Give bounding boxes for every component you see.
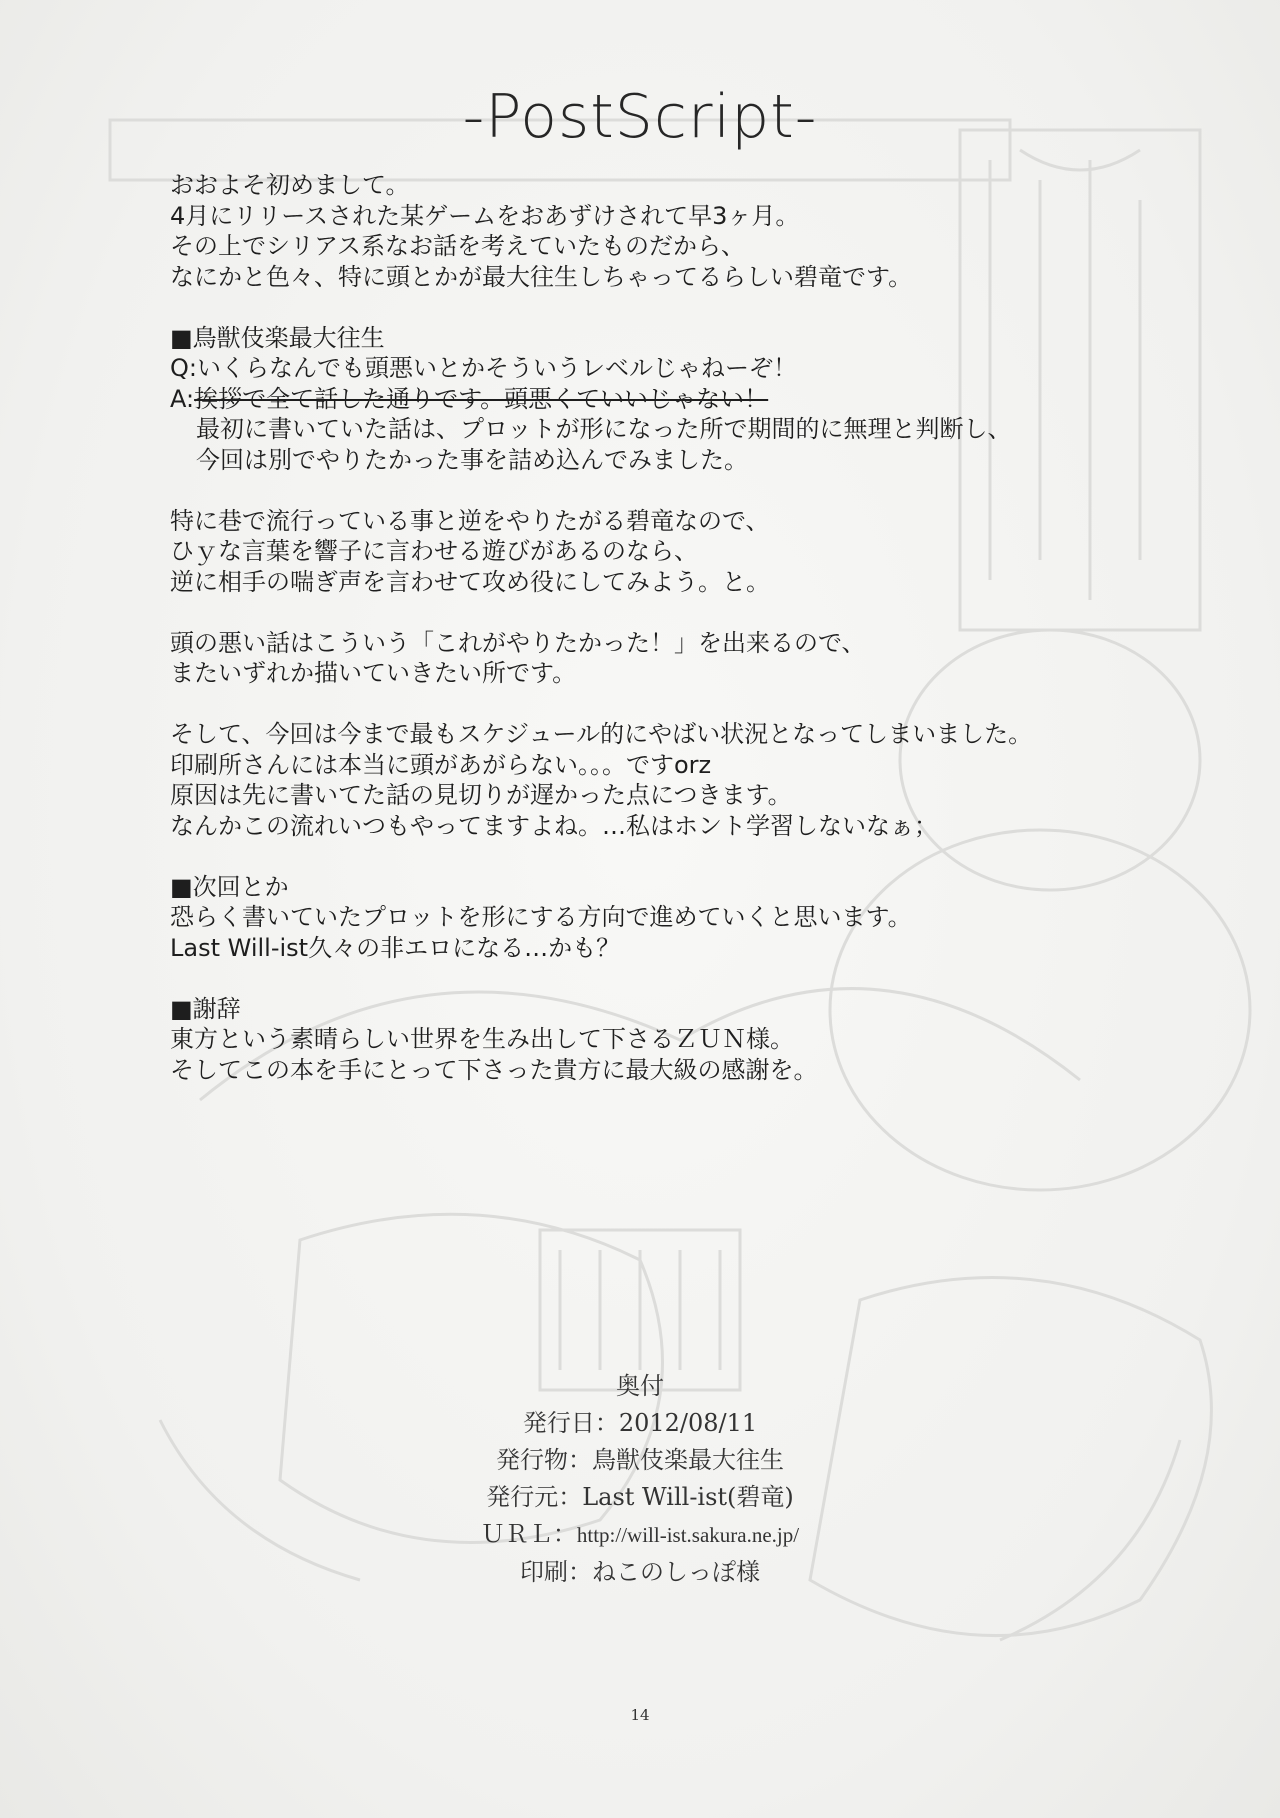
text-line: 逆に相手の喘ぎ声を言わせて攻め役にしてみよう。と。	[170, 567, 770, 596]
question-line: Q:いくらなんでも頭悪いとかそういうレベルじゃねーぞ！	[170, 354, 797, 382]
text-line: そして、今回は今まで最もスケジュール的にやばい状況となってしまいました。	[170, 720, 1033, 748]
page-title: -PostScript-	[462, 82, 818, 152]
text-line: またいずれか描いていきたい所です。	[170, 659, 577, 687]
title-label: 発行物：	[496, 1446, 592, 1474]
printer-label: 印刷：	[520, 1558, 592, 1586]
section-heading: ■謝辞	[170, 994, 241, 1023]
text-line: 頭の悪い話はこういう「これがやりたかった！」を出来るので、	[170, 628, 866, 657]
text-line: 東方という素晴らしい世界を生み出して下さるＺＵＮ様。	[170, 1025, 794, 1053]
colophon-printer	[0, 1554, 1280, 1591]
section-heading: ■次回とか	[170, 872, 289, 901]
colophon-title	[0, 1442, 1280, 1479]
page-number: 14	[630, 1706, 650, 1724]
text-line: Last Will-ist久々の非エロになる…かも？	[170, 933, 621, 962]
url-label: ＵＲＬ：	[480, 1520, 577, 1548]
text-line: ひｙな言葉を響子に言わせる遊びがあるのなら、	[170, 537, 698, 565]
colophon-date	[0, 1405, 1280, 1442]
answer-line	[170, 384, 1130, 415]
text-line: なにかと色々、特に頭とかが最大往生しちゃってるらしい碧竜です。	[170, 262, 913, 291]
text-line: その上でシリアス系なお話を考えていたものだから、	[170, 232, 746, 260]
text-line: そしてこの本を手にとって下さった貴方に最大級の感謝を。	[170, 1055, 818, 1084]
date-label: 発行日：	[522, 1409, 619, 1437]
text-line: 原因は先に書いてた話の見切りが遅かった点につきます。	[170, 781, 792, 809]
publisher-value: Last Will-ist(碧竜)	[582, 1483, 794, 1511]
date-value: 2012/08/11	[618, 1409, 758, 1437]
text-line: なんかこの流れいつもやってますよね。…私はホント学習しないなぁ；	[170, 811, 938, 840]
answer-prefix: A:	[170, 384, 195, 413]
url-value: http://will-ist.sakura.ne.jp/	[576, 1523, 800, 1547]
printer-value: ねこのしっぽ様	[592, 1558, 760, 1586]
colophon-heading: 奥付	[616, 1372, 664, 1400]
title-value: 鳥獣伎楽最大往生	[592, 1446, 784, 1474]
text-line: おおよそ初めまして。	[170, 171, 410, 199]
colophon-url	[0, 1516, 1280, 1554]
text-line: 最初に書いていた話は、プロットが形になった所で期間的に無理と判断し、	[196, 415, 1012, 443]
text-line: 恐らく書いていたプロットを形にする方向で進めていくと思います。	[170, 903, 912, 931]
publisher-label: 発行元：	[486, 1483, 583, 1511]
text-line: 印刷所さんには本当に頭があがらない。。。ですorz	[170, 750, 712, 779]
text-line: 今回は別でやりたかった事を詰め込んでみました。	[196, 445, 748, 474]
section-heading: ■鳥獣伎楽最大往生	[170, 323, 385, 352]
text-line: 特に巷で流行っている事と逆をやりたがる碧竜なので、	[170, 506, 770, 535]
postscript-body	[170, 170, 1130, 1085]
colophon-publisher	[0, 1479, 1280, 1516]
struck-answer: 挨拶で全て話した通りです。頭悪くていいじゃない！	[194, 384, 769, 413]
colophon	[0, 1368, 1280, 1591]
text-line: 4月にリリースされた某ゲームをおあずけされて早3ヶ月。	[170, 201, 800, 230]
